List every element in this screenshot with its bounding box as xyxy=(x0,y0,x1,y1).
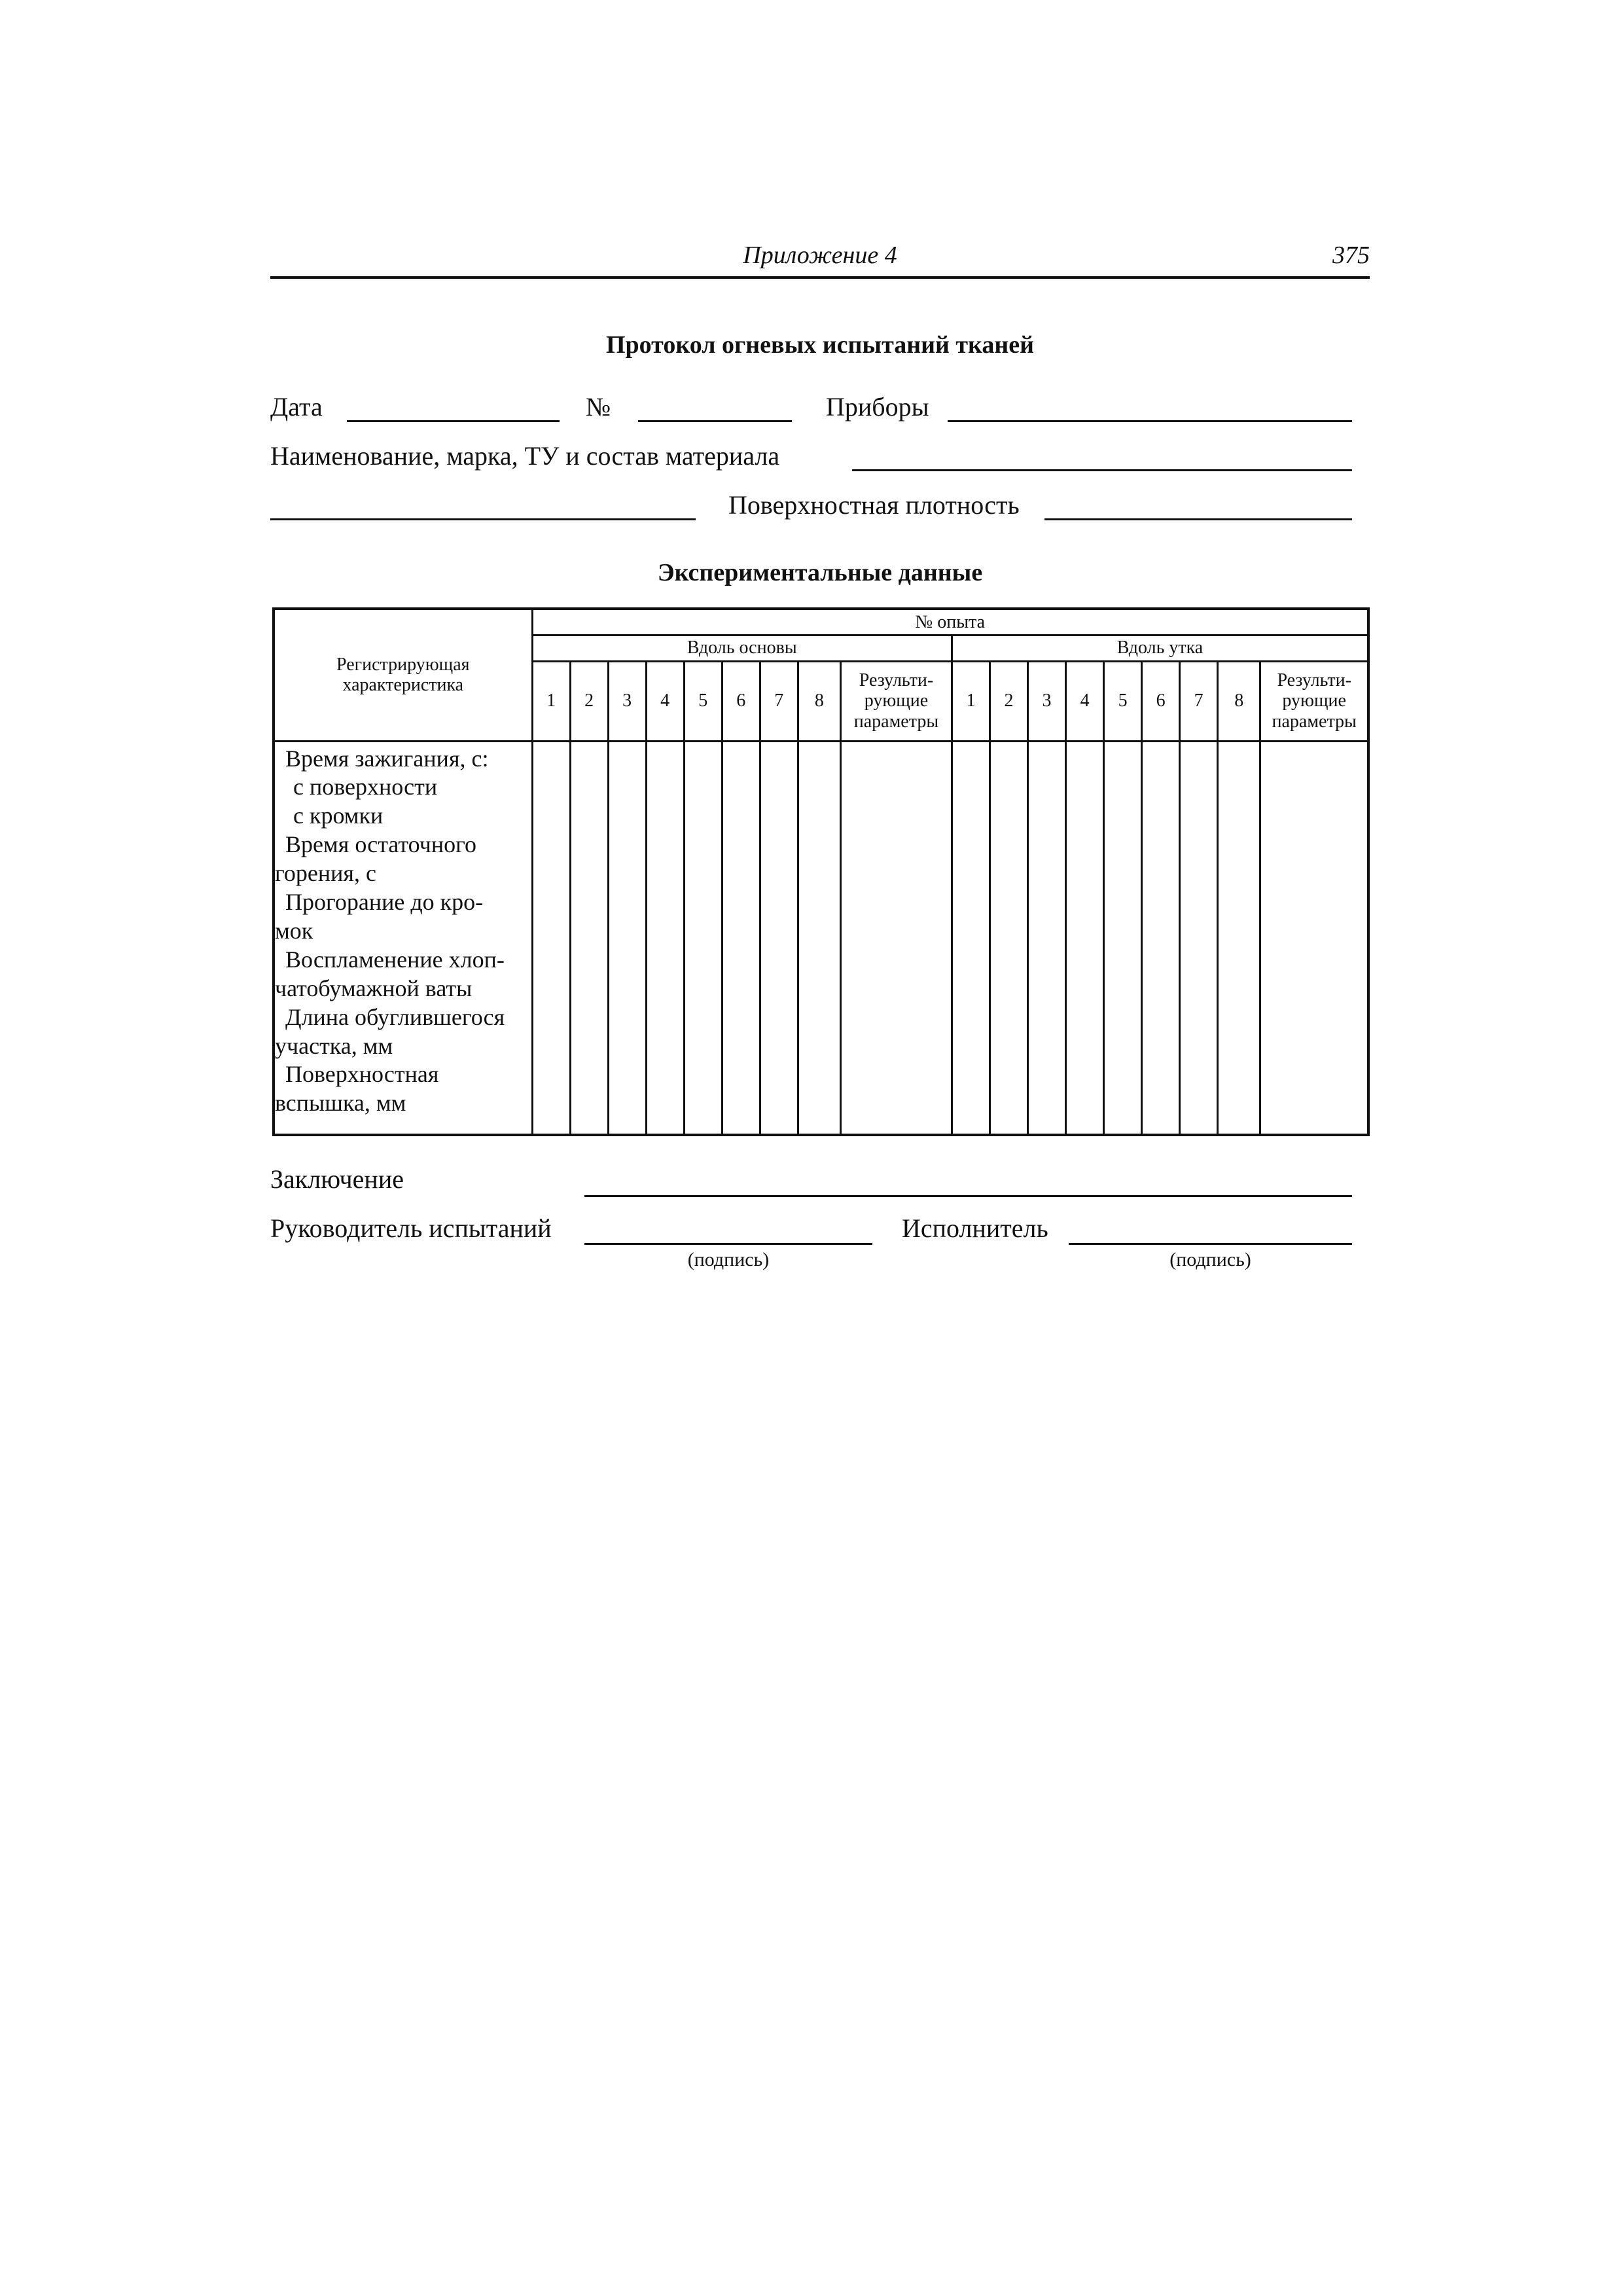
trial-number: 5 xyxy=(1104,661,1142,741)
trial-number: 3 xyxy=(608,661,646,741)
group-label-weft: Вдоль утка xyxy=(1116,637,1204,658)
data-cell[interactable] xyxy=(1218,741,1260,1135)
result-header: Результи-рующие параметры xyxy=(1260,661,1368,741)
instruments-label: Приборы xyxy=(826,392,929,422)
characteristic-line: Длина обуглившегося xyxy=(285,1003,505,1030)
data-cell[interactable] xyxy=(798,741,840,1135)
result-cell[interactable] xyxy=(1260,741,1368,1135)
trial-number: 4 xyxy=(1066,661,1104,741)
data-cell[interactable] xyxy=(722,741,760,1135)
result-cell[interactable] xyxy=(840,741,952,1135)
running-head xyxy=(270,237,1370,279)
data-cell[interactable] xyxy=(1066,741,1104,1135)
data-cell[interactable] xyxy=(570,741,608,1135)
characteristic-line: Время зажигания, с: xyxy=(285,745,489,772)
data-cell[interactable] xyxy=(990,741,1028,1135)
density-field[interactable] xyxy=(1044,518,1352,520)
head-signature-caption: (подпись) xyxy=(687,1249,770,1270)
trial-number: 1 xyxy=(952,661,990,741)
characteristic-line: с поверхности xyxy=(293,774,438,800)
document-title: Протокол огневых испытаний тканей xyxy=(605,331,1035,359)
material-field[interactable] xyxy=(852,469,1352,471)
trial-number: 8 xyxy=(798,661,840,741)
data-cell[interactable] xyxy=(1104,741,1142,1135)
characteristic-line: вспышка, мм xyxy=(275,1090,406,1117)
group-header-weft xyxy=(952,635,1368,661)
characteristic-line: чатобумажной ваты xyxy=(275,975,473,1001)
characteristic-line: Прогорание до кро- xyxy=(285,889,484,916)
result-header: Результи-рующие параметры xyxy=(840,661,952,741)
instruments-field[interactable] xyxy=(948,420,1352,422)
experimental-data-table xyxy=(272,607,1370,1136)
experiment-header: № опыта xyxy=(915,611,986,632)
executor-signature-field[interactable] xyxy=(1069,1243,1352,1245)
conclusion-field[interactable] xyxy=(584,1195,1352,1197)
trial-number: 2 xyxy=(570,661,608,741)
trial-number: 4 xyxy=(646,661,684,741)
characteristic-line: Воспламенение хлоп- xyxy=(285,946,505,973)
trial-number: 7 xyxy=(1180,661,1218,741)
date-field[interactable] xyxy=(347,420,560,422)
group-label-warp: Вдоль основы xyxy=(687,637,797,658)
head-of-tests-label: Руководитель испытаний xyxy=(270,1213,552,1243)
data-cell[interactable] xyxy=(1142,741,1180,1135)
characteristic-line: участка, мм xyxy=(275,1032,393,1059)
group-header-warp xyxy=(532,635,952,661)
data-cell[interactable] xyxy=(684,741,722,1135)
material-field-continuation[interactable] xyxy=(270,518,696,520)
number-field[interactable] xyxy=(638,420,792,422)
data-cell[interactable] xyxy=(1180,741,1218,1135)
row-header-cell xyxy=(274,609,532,741)
head-signature-field[interactable] xyxy=(584,1243,872,1245)
data-cell[interactable] xyxy=(760,741,798,1135)
data-cell[interactable] xyxy=(532,741,570,1135)
trial-number: 3 xyxy=(1028,661,1066,741)
material-label: Наименование, марка, ТУ и состав материала xyxy=(270,441,780,471)
density-label: Поверхностная плотность xyxy=(728,490,1020,520)
trial-number: 6 xyxy=(722,661,760,741)
trial-number: 6 xyxy=(1142,661,1180,741)
page-number: 375 xyxy=(1332,242,1370,269)
trial-number: 8 xyxy=(1218,661,1260,741)
trial-number: 7 xyxy=(760,661,798,741)
characteristic-line: Время остаточного xyxy=(285,831,476,858)
characteristic-line: горения, с xyxy=(275,860,376,887)
characteristic-line: Поверхностная xyxy=(285,1061,439,1088)
data-cell[interactable] xyxy=(608,741,646,1135)
trial-number: 1 xyxy=(532,661,570,741)
row-header: Регистрирующая характеристика xyxy=(336,654,470,696)
date-label: Дата xyxy=(270,392,323,422)
running-head-title: Приложение 4 xyxy=(743,242,897,269)
characteristic-line: с кромки xyxy=(293,802,383,829)
section-title: Экспериментальные данные xyxy=(657,559,983,586)
characteristics-cell xyxy=(274,741,532,1135)
data-cell[interactable] xyxy=(952,741,990,1135)
number-label: № xyxy=(586,392,611,422)
trial-number: 5 xyxy=(684,661,722,741)
conclusion-label: Заключение xyxy=(270,1164,404,1194)
trial-number: 2 xyxy=(990,661,1028,741)
data-cell[interactable] xyxy=(646,741,684,1135)
data-cell[interactable] xyxy=(1028,741,1066,1135)
characteristic-line: мок xyxy=(275,917,313,944)
experiment-header-cell xyxy=(532,609,1368,635)
executor-signature-caption: (подпись) xyxy=(1169,1249,1251,1270)
executor-label: Исполнитель xyxy=(902,1213,1048,1243)
